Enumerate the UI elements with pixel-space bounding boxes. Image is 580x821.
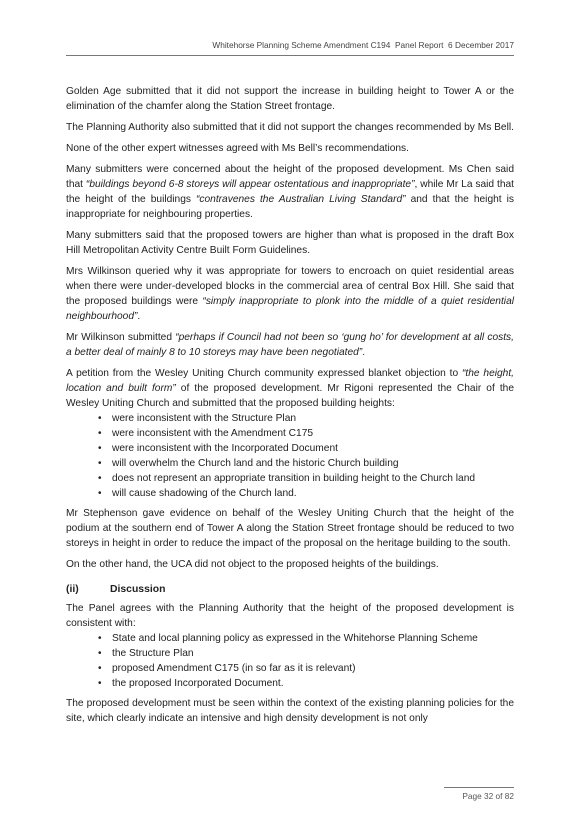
paragraph-mr-stephenson: Mr Stephenson gave evidence on behalf of the Wesley Uniting Church that the height of the podium at the southern end of Tower A along the Station Street frontage should be reduced to two storeys in height in order to reduce the impact of the proposal on the heritage building to the south. [66,508,514,549]
page-header: Whitehorse Planning Scheme Amendment C194 Panel Report 6 December 2017 [66,40,514,56]
paragraph-petition [66,366,514,411]
text-run: Mrs Wilkinson queried why it was appropriate for towers to encroach on quiet residential areas when there were under-developed blocks in the commercial area of central Box Hill. She said that the proposed buildings were [66,266,514,307]
paragraph-context: The proposed development must be seen within the context of the existing planning policies for the site, which clearly indicate an intensive and high density development is not only [66,698,514,724]
list-item: • were inconsistent with the Amendment C175 [112,426,514,441]
text-run: , while Mr La said that the height of the buildings [66,179,515,205]
quote: “perhaps if Council had not been so ‘gung ho’ for development at all costs, a better deal of mainly 8 to 10 storeys may have been negotiated” [66,332,514,358]
list-item: • will overwhelm the Church land and the historic Church building [112,456,514,471]
paragraph-submitters-height [66,162,514,222]
text-run: Mr Wilkinson submitted [66,332,176,343]
list-item: • were inconsistent with the Structure Plan [112,411,514,426]
quote: “buildings beyond 6-8 storeys will appear ostentatious and inappropriate” [85,179,415,190]
paragraph-draft-guidelines: Many submitters said that the proposed towers are higher than what is proposed in the draft Box Hill Metropolitan Activity Centre Built Form Guidelines. [66,230,514,256]
paragraph-uca: On the other hand, the UCA did not object to the proposed heights of the buildings. [66,559,439,570]
list-item: • the proposed Incorporated Document. [112,676,514,691]
text-run: and that the height is inappropriate for neighbouring properties. [66,194,515,220]
text-run: . [137,311,141,322]
text-run: of the proposed development. Mr Rigoni represented the Chair of the Wesley Uniting Church and submitted that the proposed building heights: [66,383,514,409]
list-item: • the Structure Plan [112,646,514,661]
list-item: • does not represent an appropriate transition in building height to the Church land [112,471,514,486]
paragraph-expert-witnesses: None of the other expert witnesses agreed with Ms Bell’s recommendations. [66,143,409,154]
page-content [66,84,514,732]
section-number: (ii) [66,584,79,595]
paragraph-planning-authority: The Planning Authority also submitted that it did not support the changes recommended by Ms Bell. [66,122,514,133]
bullet-list-consistent-with [66,631,514,691]
text-run: Many submitters were concerned about the height of the proposed development. Ms Chen said that [66,164,514,190]
text-run: A petition from the Wesley Uniting Church community expressed blanket objection to [66,368,462,379]
quote: “simply inappropriate to plonk into the middle of a quiet residential neighbourhood” [66,296,514,322]
bullet-list-building-heights [66,411,514,501]
list-item: • State and local planning policy as expressed in the Whitehorse Planning Scheme [112,631,514,646]
paragraph-mr-wilkinson [66,330,514,360]
quote: “contravenes the Australian Living Standard” [196,194,406,205]
list-item: • proposed Amendment C175 (in so far as it is relevant) [112,661,514,676]
section-title: Discussion [110,584,166,595]
list-item: • will cause shadowing of the Church land. [112,486,514,501]
text-run: . [362,347,366,358]
list-item: • were inconsistent with the Incorporated Document [112,441,514,456]
paragraph-panel-agrees: The Panel agrees with the Planning Authority that the height of the proposed development is consistent with: [66,603,514,629]
paragraph-golden-age: Golden Age submitted that it did not support the increase in building height to Tower A or the elimination of the chamfer along the Station Street frontage. [66,86,514,112]
quote: “the height, location and built form” [66,368,514,394]
section-heading-discussion [66,582,514,597]
paragraph-mrs-wilkinson [66,264,514,324]
page-number: Page 32 of 82 [444,787,514,801]
